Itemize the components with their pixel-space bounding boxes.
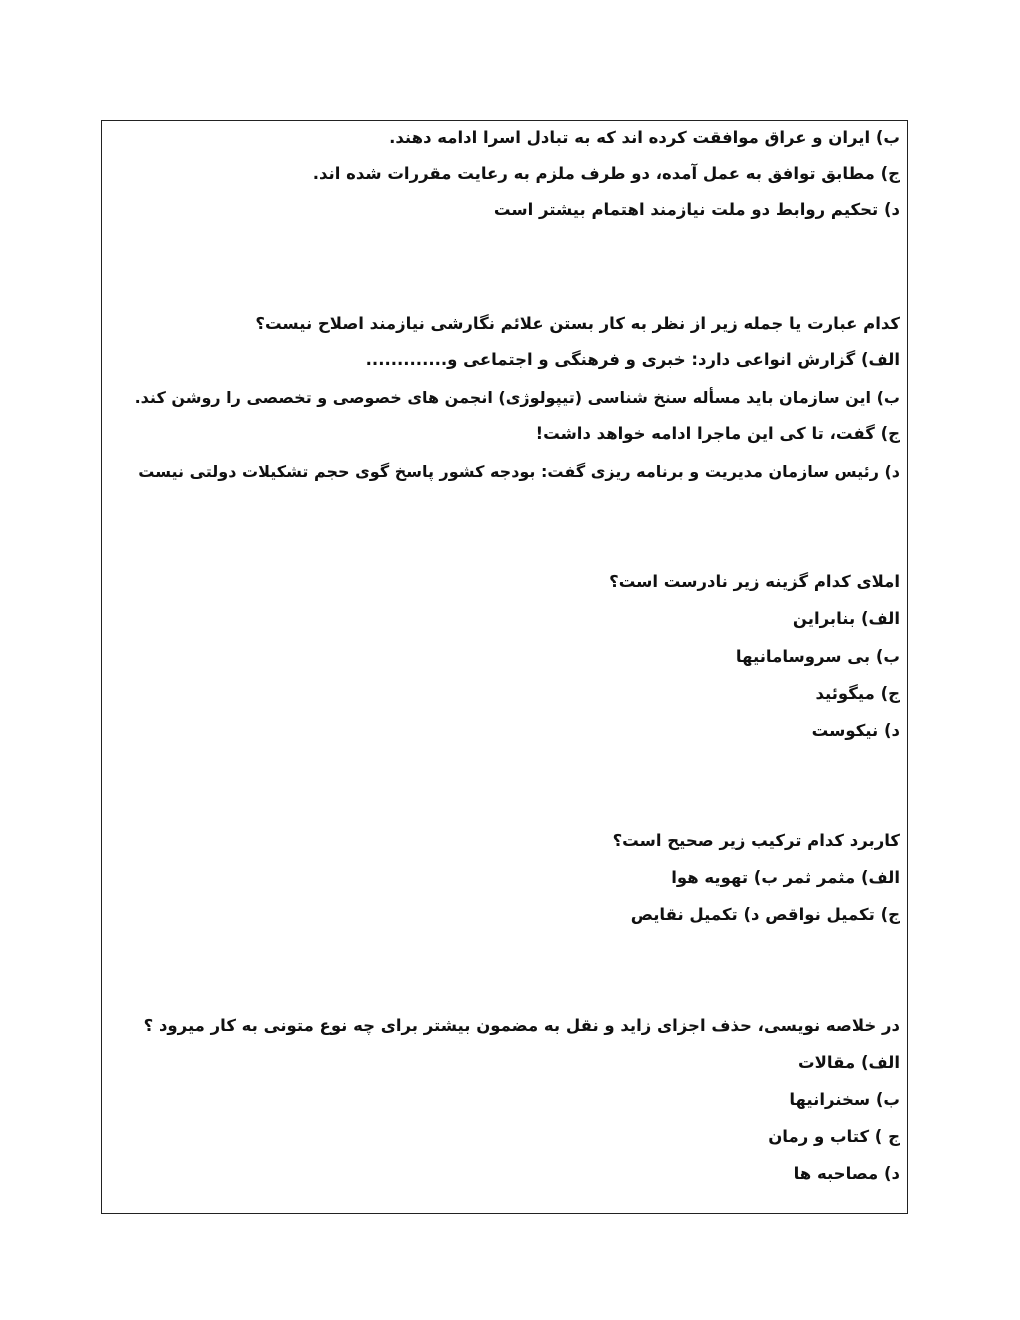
punctuation-option-a: الف) گزارش انواعی دارد: خبری و فرهنگی و اجتماعی و............. (365, 350, 900, 369)
summary-option-b: ب) سخنرانیها (789, 1090, 900, 1109)
prev-option-c: ج) مطابق توافق به عمل آمده، دو طرف ملزم به رعایت مقررات شده اند. (312, 164, 900, 183)
spelling-option-d: د) نیکوست (811, 721, 900, 740)
punctuation-question: کدام عبارت یا جمله زیر از نظر به کار بستن علائم نگارشی نیازمند اصلاح نیست؟ (255, 314, 900, 333)
compound-options-row-2: ج) تکمیل نواقص د) تکمیل نقایص (630, 905, 900, 924)
compound-question: کاربرد کدام ترکیب زیر صحیح است؟ (612, 831, 900, 850)
spelling-option-a: الف) بنابراین (792, 609, 900, 628)
compound-options-row-1: الف) مثمر ثمر ب) تهویه هوا (671, 868, 900, 887)
prev-option-d: د) تحکیم روابط دو ملت نیازمند اهتمام بیشتر است (493, 200, 900, 219)
spelling-option-b: ب) بی سروسامانیها (735, 647, 900, 666)
prev-option-b: ب) ایران و عراق موافقت کرده اند که به تبادل اسرا ادامه دهند. (389, 128, 900, 147)
punctuation-option-b: ب) این سازمان باید مسأله سنخ شناسی (تیپولوژی) انجمن های خصوصی و تخصصی را روشن کند. (134, 388, 900, 407)
summary-option-c: ج ) کتاب و رمان (768, 1127, 900, 1146)
punctuation-option-d: د) رئیس سازمان مدیریت و برنامه ریزی گفت: بودجه کشور پاسخ گوی حجم تشکیلات دولتی نیست (138, 462, 900, 481)
summary-option-a: الف) مقالات (798, 1053, 900, 1072)
summary-question: در خلاصه نویسی، حذف اجزای زاید و نقل به مضمون بیشتر برای چه نوع متونی به کار میرود ؟ (143, 1016, 900, 1035)
punctuation-option-c: ج) گفت، تا کی این ماجرا ادامه خواهد داشت! (535, 424, 900, 443)
summary-option-d: د) مصاحبه ها (793, 1164, 900, 1183)
spelling-question: املای کدام گزینه زیر نادرست است؟ (609, 572, 900, 591)
spelling-option-c: ج) میگوئید (815, 684, 900, 703)
